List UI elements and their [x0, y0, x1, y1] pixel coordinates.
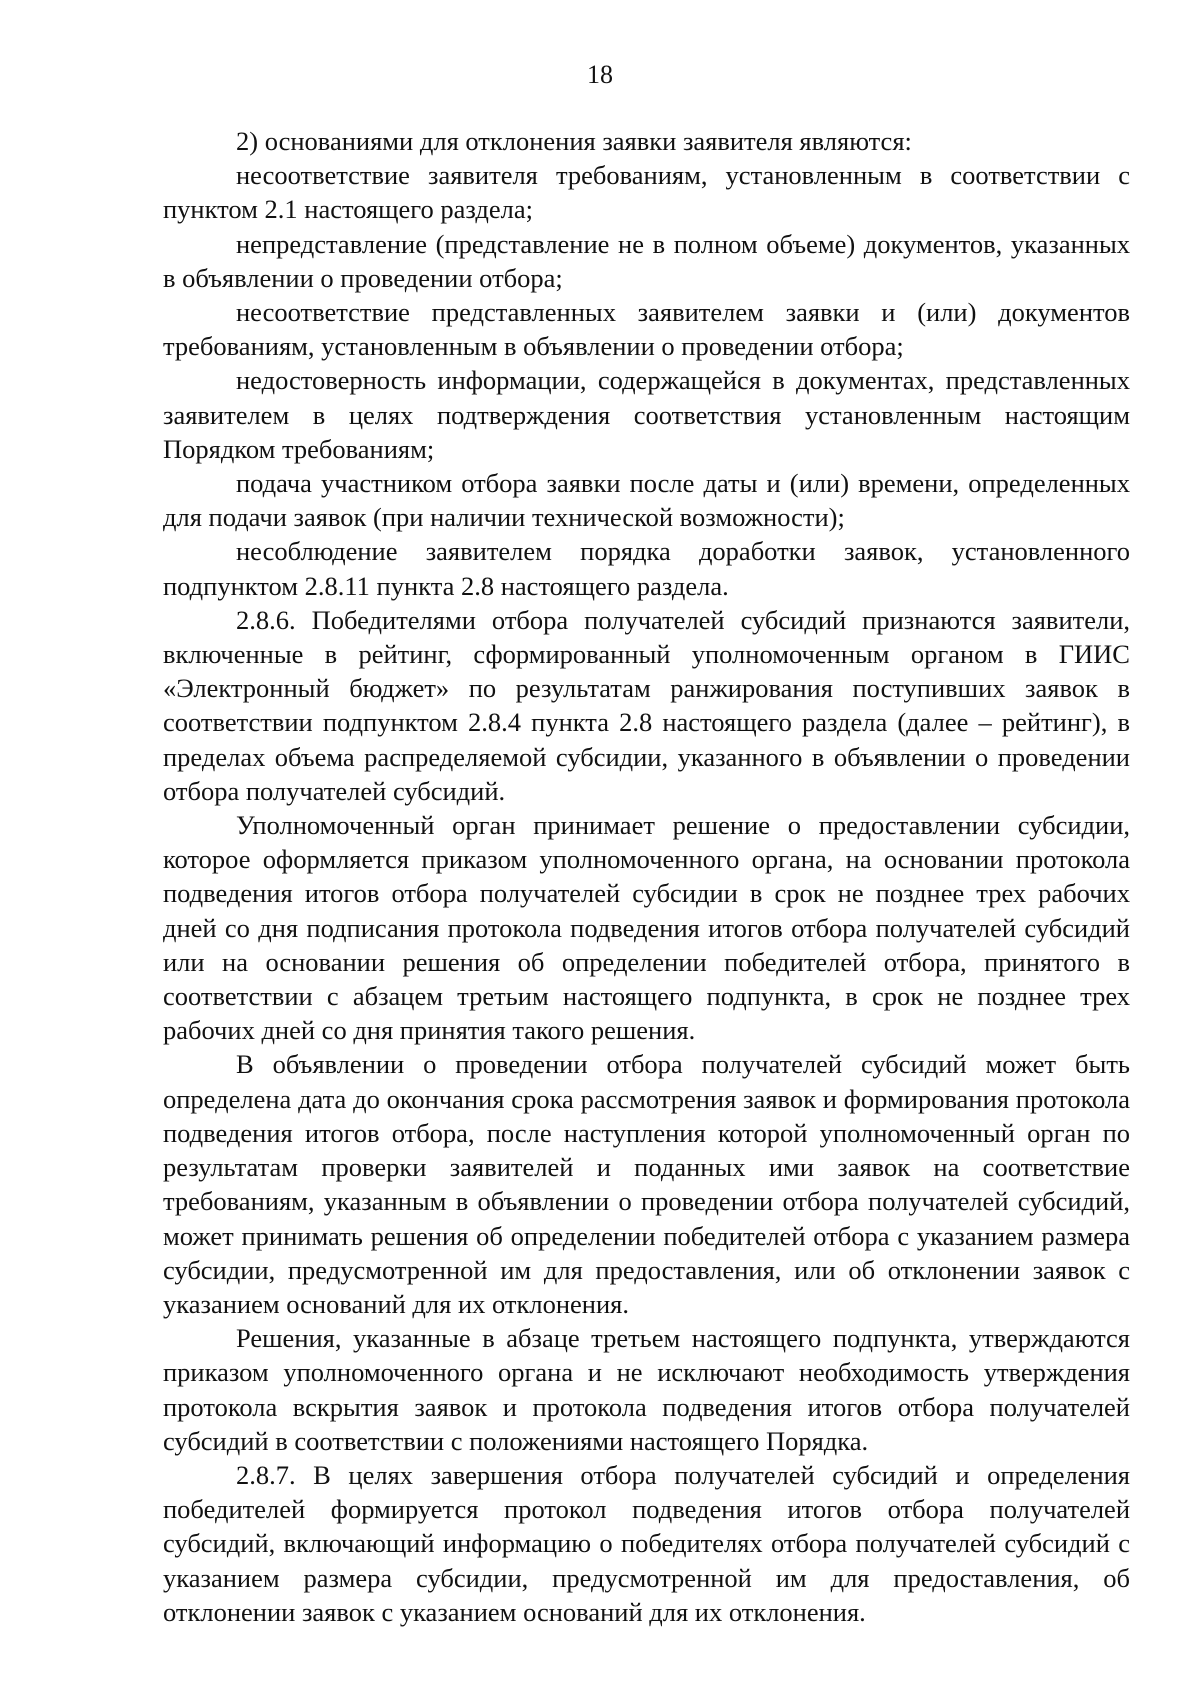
paragraph-2-8-6-winners: 2.8.6. Победителями отбора получателей субсидий признаются заявители, включенные в рейтинг, сформированный уполномоченным органом в ГИИС «Электронный бюджет» по результатам ранжирования поступивших заявок в соответствии подпунктом 2.8.4 пункта 2.8 настоящего раздела (далее – рейтинг), в пределах объема распределяемой субсидии, указанного в объявлении о проведении отбора получателей субсидий. — [163, 604, 1130, 806]
paragraph-documents-not-submitted: непредставление (представление не в полном объеме) документов, указанных в объявлении о проведении отбора; — [163, 228, 1130, 293]
paragraph-late-submission: подача участником отбора заявки после даты и (или) времени, определенных для подачи заявок (при наличии технической возможности); — [163, 468, 1130, 533]
paragraph-documents-nonconformity: несоответствие представленных заявителем заявки и (или) документов требованиям, установленным в объявлении о проведении отбора; — [163, 297, 1130, 362]
paragraph-nonconformity-requirements: несоответствие заявителя требованиям, установленным в соответствии с пунктом 2.1 настоящего раздела; — [163, 160, 1130, 225]
document-body — [163, 124, 1130, 1629]
paragraph-announcement-date: В объявлении о проведении отбора получателей субсидий может быть определена дата до окончания срока рассмотрения заявок и формирования протокола подведения итогов отбора, после наступления которой уполномоченный орган по результатам проверки заявителей и поданных ими заявок на соответствие требованиям, указанным в объявлении о проведении отбора получателей субсидий, может принимать решения об определении победителей отбора с указанием размера субсидии, предусмотренной им для предоставления, или об отклонении заявок с указанием оснований для их отклонения. — [163, 1049, 1130, 1319]
paragraph-decisions-approval: Решения, указанные в абзаце третьем настоящего подпункта, утверждаются приказом уполномоченного органа и не исключают необходимость утверждения протокола вскрытия заявок и протокола подведения итогов отбора получателей субсидий в соответствии с положениями настоящего Порядка. — [163, 1323, 1130, 1456]
paragraph-information-unreliable: недостоверность информации, содержащейся в документах, представленных заявителем в целях подтверждения соответствия установленным настоящим Порядком требованиям; — [163, 365, 1130, 464]
paragraph-rejection-grounds-intro: 2) основаниями для отклонения заявки заявителя являются: — [236, 126, 912, 156]
paragraph-subsidy-decision: Уполномоченный орган принимает решение о предоставлении субсидии, которое оформляется приказом уполномоченного органа, на основании протокола подведения итогов отбора получателей субсидии в срок не позднее трех рабочих дней со дня подписания протокола подведения итогов отбора получателей субсидий или на основании решения об определении победителей отбора, принятого в соответствии с абзацем третьим настоящего подпункта, в срок не позднее трех рабочих дней со дня принятия такого решения. — [163, 810, 1130, 1046]
page-number: 18 — [587, 60, 613, 89]
paragraph-revision-procedure-violation: несоблюдение заявителем порядка доработки заявок, установленного подпунктом 2.8.11 пункта 2.8 настоящего раздела. — [163, 536, 1130, 601]
paragraph-2-8-7-protocol: 2.8.7. В целях завершения отбора получателей субсидий и определения победителей формируется протокол подведения итогов отбора получателей субсидий, включающий информацию о победителях отбора получателей субсидий с указанием размера субсидии, предусмотренной им для предоставления, об отклонении заявок с указанием оснований для их отклонения. — [163, 1459, 1130, 1627]
